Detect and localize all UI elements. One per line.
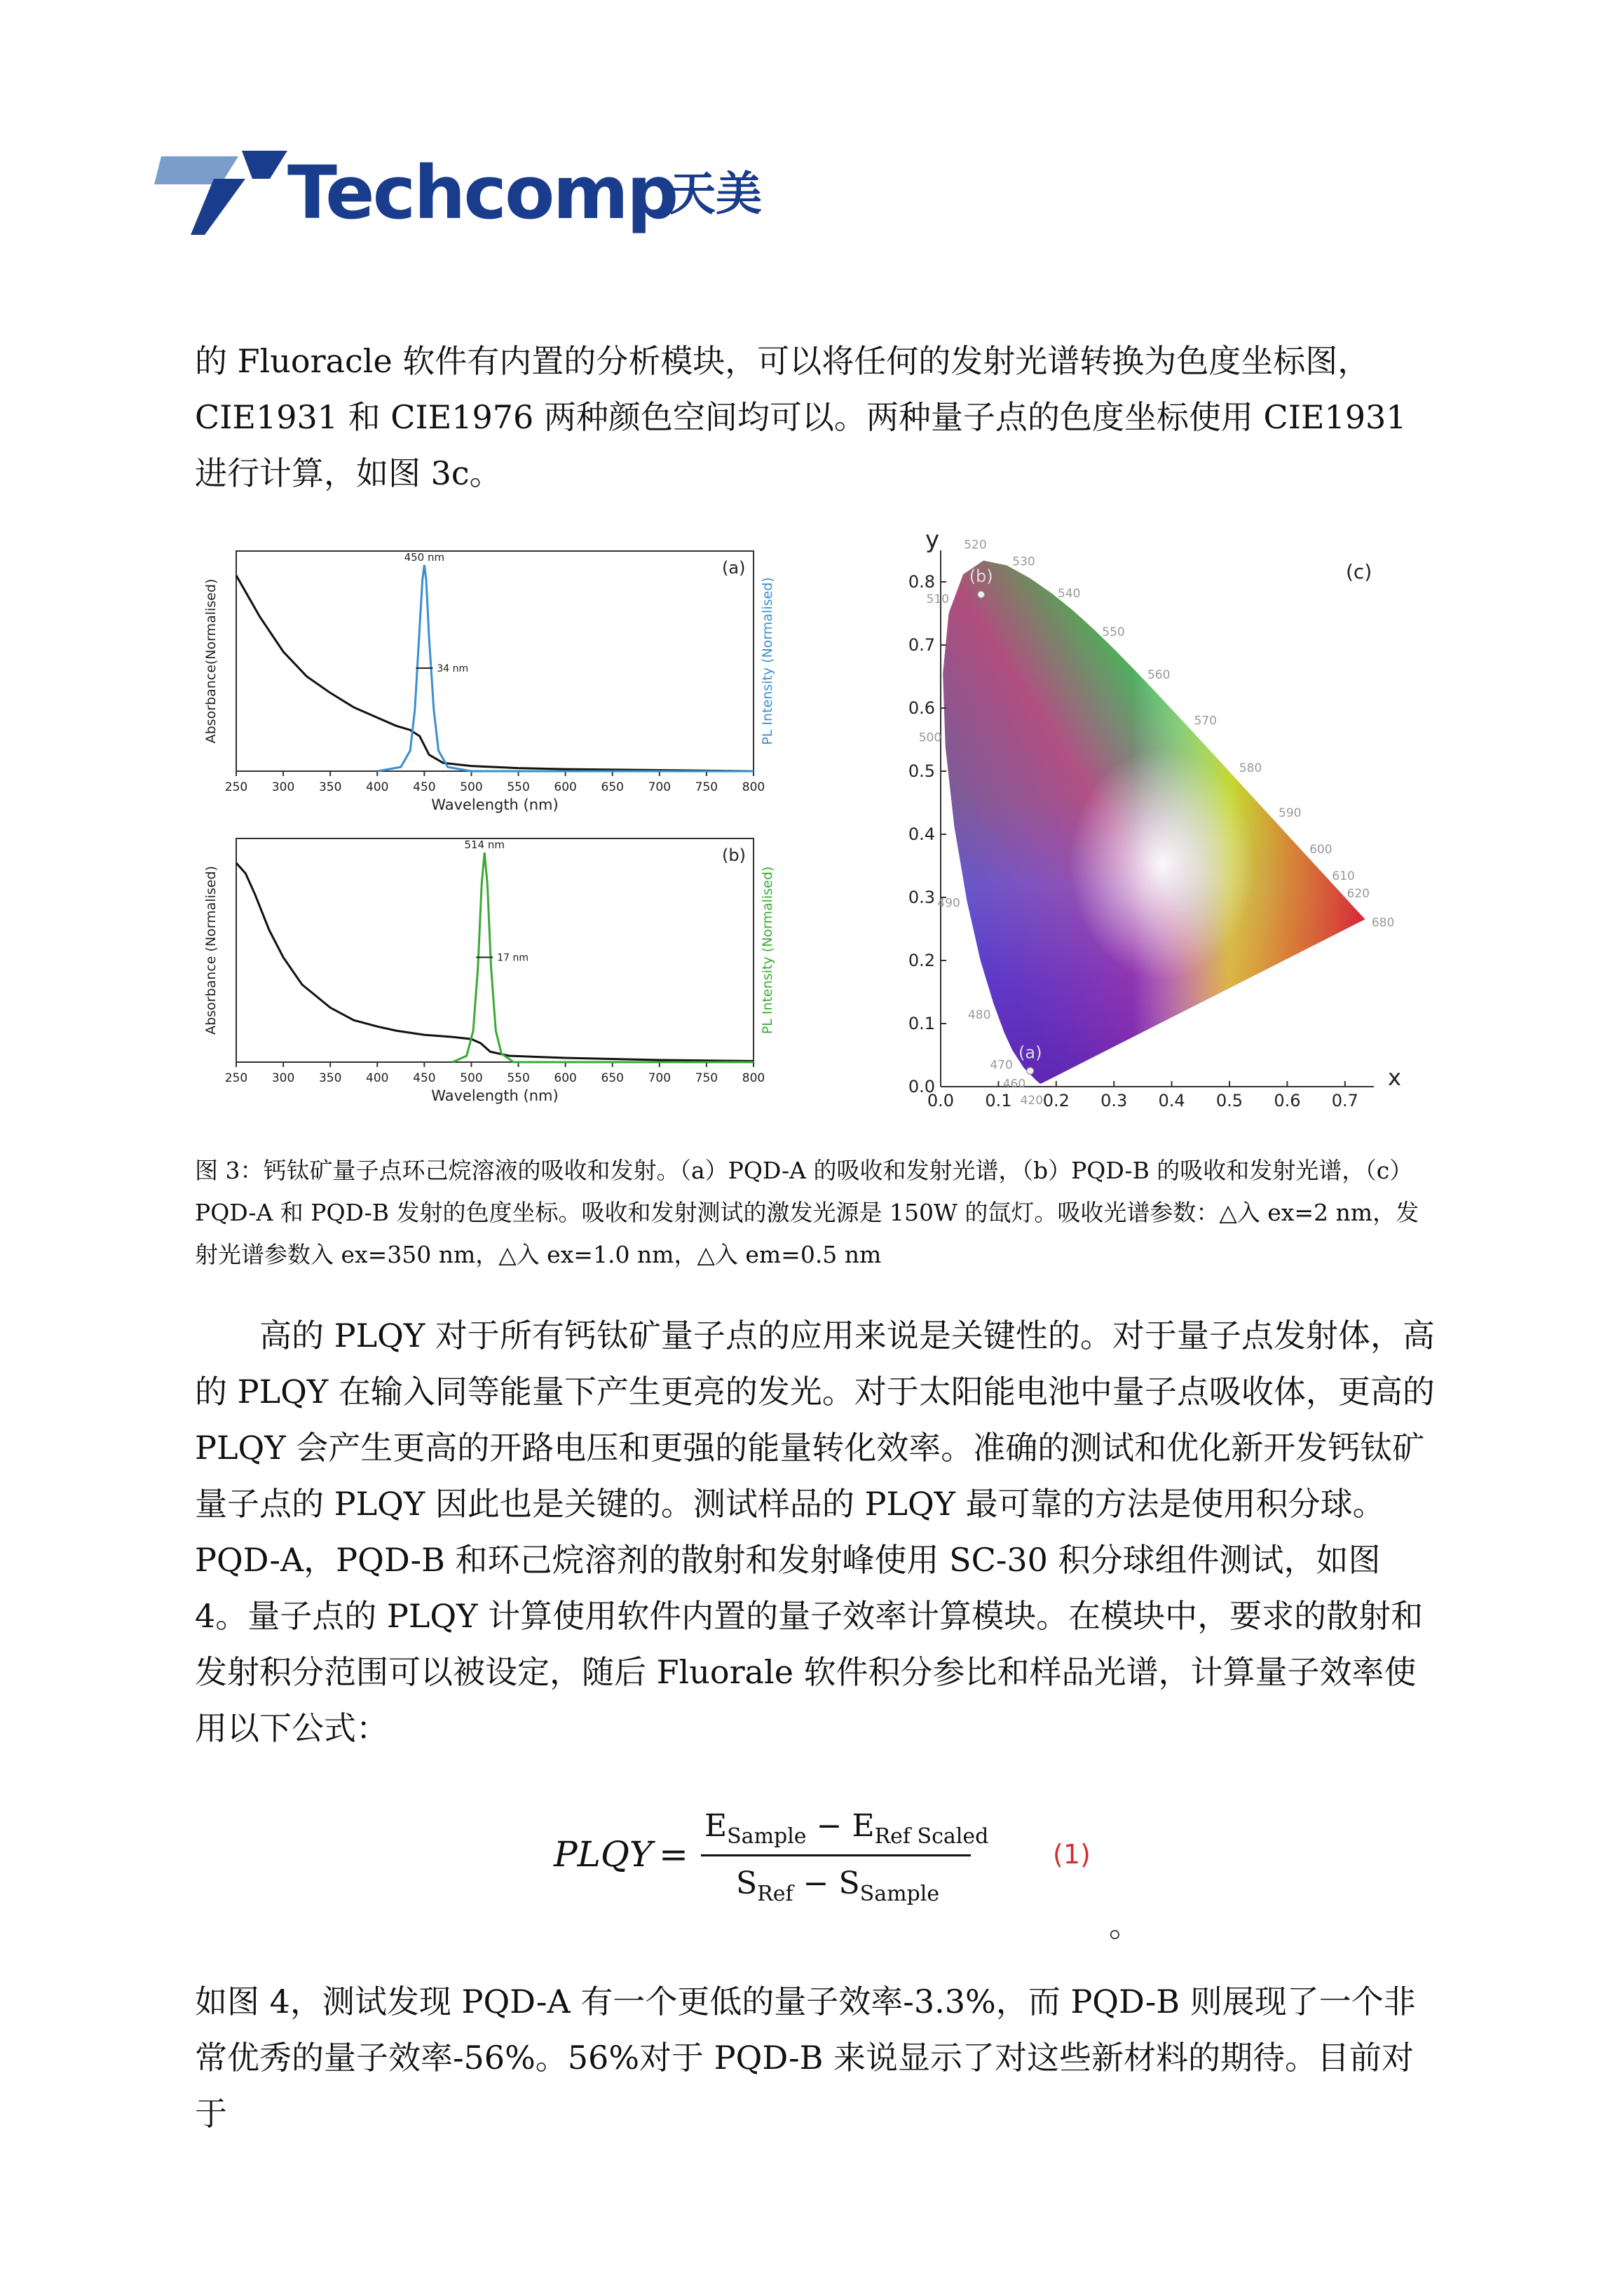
wavelength-label: 500 [918, 731, 942, 745]
x-tick-label: 300 [271, 780, 295, 794]
y-tick-label: 0.2 [908, 951, 935, 970]
x-tick-label: 0.2 [1042, 1091, 1070, 1110]
wavelength-label: 550 [1102, 625, 1125, 640]
x-tick-label: 350 [318, 780, 342, 794]
formula-trailing-mark: 。 [1109, 1906, 1141, 1944]
peak-annotation: 450 nm [404, 551, 445, 564]
chart-panel-c [890, 533, 1437, 1115]
fwhm-annotation: 34 nm [437, 663, 469, 674]
absorption-emission-chart-a [200, 540, 775, 820]
wavelength-label: 580 [1239, 761, 1262, 776]
x-tick-label: 500 [460, 1071, 483, 1085]
paragraph-intro: 的 Fluoracle 软件有内置的分析模块，可以将任何的发射光谱转换为色度坐标图，CIE1931 和 CIE1976 两种颜色空间均可以。两种量子点的色度坐标使用 CIE1931 进行计算，如图 3c。 [195, 342, 1407, 492]
x-tick-label: 800 [742, 1071, 765, 1085]
wavelength-label: 510 [926, 592, 950, 607]
x-tick-label: 600 [554, 1071, 577, 1085]
sample-point [978, 591, 985, 598]
fraction-bar [701, 1854, 971, 1856]
peak-annotation: 514 nm [464, 838, 505, 851]
y-tick-label: 0.4 [908, 824, 935, 844]
x-tick-label: 0.1 [985, 1091, 1012, 1110]
y-tick-label: 0.0 [908, 1077, 935, 1096]
logo-chinese-text: 天美 [669, 167, 762, 221]
x-tick-label: 250 [224, 780, 248, 794]
y-axis-label-right: PL Intensity (Normalised) [760, 866, 775, 1035]
x-tick-label: 550 [507, 780, 530, 794]
formula-equals: = [659, 1834, 688, 1875]
x-tick-label: 700 [648, 1071, 672, 1085]
wavelength-label: 680 [1371, 916, 1395, 930]
sample-point [1027, 1068, 1034, 1075]
x-tick-label: 450 [413, 780, 436, 794]
logo-text: Techcomp [287, 150, 677, 236]
logo-mark-icon [154, 151, 287, 242]
x-axis-label: Wavelength (nm) [431, 1087, 559, 1104]
wavelength-label: 540 [1057, 586, 1081, 601]
wavelength-label: 480 [967, 1008, 991, 1023]
wavelength-label: 530 [1012, 555, 1035, 569]
y-tick-label: 0.5 [908, 761, 935, 781]
x-tick-label: 0.3 [1100, 1091, 1128, 1110]
paragraph-plqy: 高的 PLQY 对于所有钙钛矿量子点的应用来说是关键性的。对于量子点发射体，高的 PLQY 在输入同等能量下产生更亮的发光。对于太阳能电池中量子点吸收体，更高的 PLQY 会产生更高的开路电压和更强的能量转化效率。准确的测试和优化新开发钙钛矿量子点的 PLQY 因此也是关键的。测试样品的 PLQY 最可靠的方法是使用积分球。PQD-A，PQD-B 和环己烷溶剂的散射和发射峰使用 SC-30 积分球组件测试，如图 4。量子点的 PLQY 计算使用软件内置的量子效率计算模块。在模块中，要求的散射和发射积分范围可以被设定，随后 Fluorale 软件积分参比和样品光谱，计算量子效率使用以下公式： [195, 1317, 1435, 1747]
x-tick-label: 0.5 [1215, 1091, 1243, 1110]
y-tick-label: 0.8 [908, 572, 935, 592]
absorption-emission-chart-b [200, 827, 775, 1111]
equation-number: (1) [1053, 1839, 1091, 1870]
panel-label: (a) [722, 558, 746, 578]
y-tick-label: 0.1 [908, 1014, 935, 1033]
y-axis-label-left: Absorbance(Normalised) [203, 578, 219, 744]
fwhm-annotation: 17 nm [497, 952, 529, 964]
wavelength-label: 460 [1002, 1077, 1026, 1092]
y-axis-label-right: PL Intensity (Normalised) [760, 577, 775, 745]
wavelength-label: 470 [990, 1058, 1013, 1073]
x-tick-label: 650 [601, 780, 624, 794]
company-logo [154, 151, 855, 242]
y-tick-label: 0.7 [908, 635, 935, 655]
wavelength-label: 610 [1332, 869, 1355, 884]
formula-numerator: $E_{Sample} - E_{Ref Scaled}$ [704, 1808, 989, 1849]
y-tick-label: 0.6 [908, 698, 935, 718]
x-tick-label: 0.7 [1331, 1091, 1358, 1110]
wavelength-label: 420 [1020, 1093, 1044, 1108]
panel-label: (b) [722, 845, 746, 865]
x-tick-label: 700 [648, 780, 672, 794]
y-axis-label-left: Absorbance (Normalised) [203, 866, 219, 1035]
x-tick-label: 400 [366, 1071, 389, 1085]
figure-caption: 图 3：钙钛矿量子点环己烷溶液的吸收和发射。（a）PQD-A 的吸收和发射光谱，（b）PQD-B 的吸收和发射光谱，（c）PQD-A 和 PQD-B 发射的色度坐标。吸收和发射测试的激发光源是 150W 的氙灯。吸收光谱参数：△入 ex=2 nm，发射光谱参数入 ex=350 nm，△入 ex=1.0 nm，△入 em=0.5 nm [195, 1157, 1419, 1268]
sample-point-label: (a) [1018, 1042, 1042, 1063]
wavelength-label: 600 [1309, 843, 1333, 857]
x-tick-label: 450 [413, 1071, 436, 1085]
wavelength-label: 520 [964, 538, 987, 552]
y-tick-label: 0.3 [908, 888, 935, 907]
wavelength-label: 570 [1194, 714, 1217, 728]
x-tick-label: 250 [224, 1071, 248, 1085]
wavelength-label: 560 [1147, 668, 1171, 683]
panel-label: (c) [1346, 560, 1372, 583]
x-tick-label: 600 [554, 780, 577, 794]
x-tick-label: 400 [366, 780, 389, 794]
wavelength-label: 490 [937, 896, 960, 911]
x-tick-label: 750 [695, 1071, 718, 1085]
x-tick-label: 0.4 [1158, 1091, 1185, 1110]
x-tick-label: 0.0 [927, 1091, 955, 1110]
formula-lhs: PLQY [554, 1834, 653, 1875]
cie-chromaticity-chart [890, 533, 1437, 1115]
x-tick-label: 750 [695, 780, 718, 794]
formula-denominator: $S_{Ref} - S_{Sample}$ [736, 1866, 940, 1906]
pl-emission-line [377, 565, 754, 771]
wavelength-label: 620 [1347, 887, 1370, 902]
x-tick-label: 350 [318, 1071, 342, 1085]
chart-panel-a [200, 540, 775, 820]
absorbance-line [236, 863, 754, 1061]
x-axis-label: x [1388, 1064, 1401, 1091]
paragraph-results: 如图 4，测试发现 PQD-A 有一个更低的量子效率-3.3%，而 PQD-B 则展现了一个非常优秀的量子效率-56%。56%对于 PQD-B 来说显示了对这些新材料的期待。目前对于 [195, 1983, 1416, 2133]
absorbance-line [236, 576, 754, 771]
wavelength-label: 590 [1279, 806, 1302, 820]
x-tick-label: 550 [507, 1071, 530, 1085]
x-tick-label: 0.6 [1274, 1091, 1301, 1110]
x-axis-label: Wavelength (nm) [431, 796, 559, 813]
x-tick-label: 650 [601, 1071, 624, 1085]
cie-gamut-white [943, 561, 1365, 1084]
sample-point-label: (b) [969, 566, 993, 586]
y-axis-label: y [925, 533, 940, 554]
plqy-formula [554, 1805, 1115, 1924]
x-tick-label: 500 [460, 780, 483, 794]
x-tick-label: 800 [742, 780, 765, 794]
plot-frame [236, 551, 754, 771]
x-tick-label: 300 [271, 1071, 295, 1085]
chart-panel-b [200, 827, 775, 1111]
